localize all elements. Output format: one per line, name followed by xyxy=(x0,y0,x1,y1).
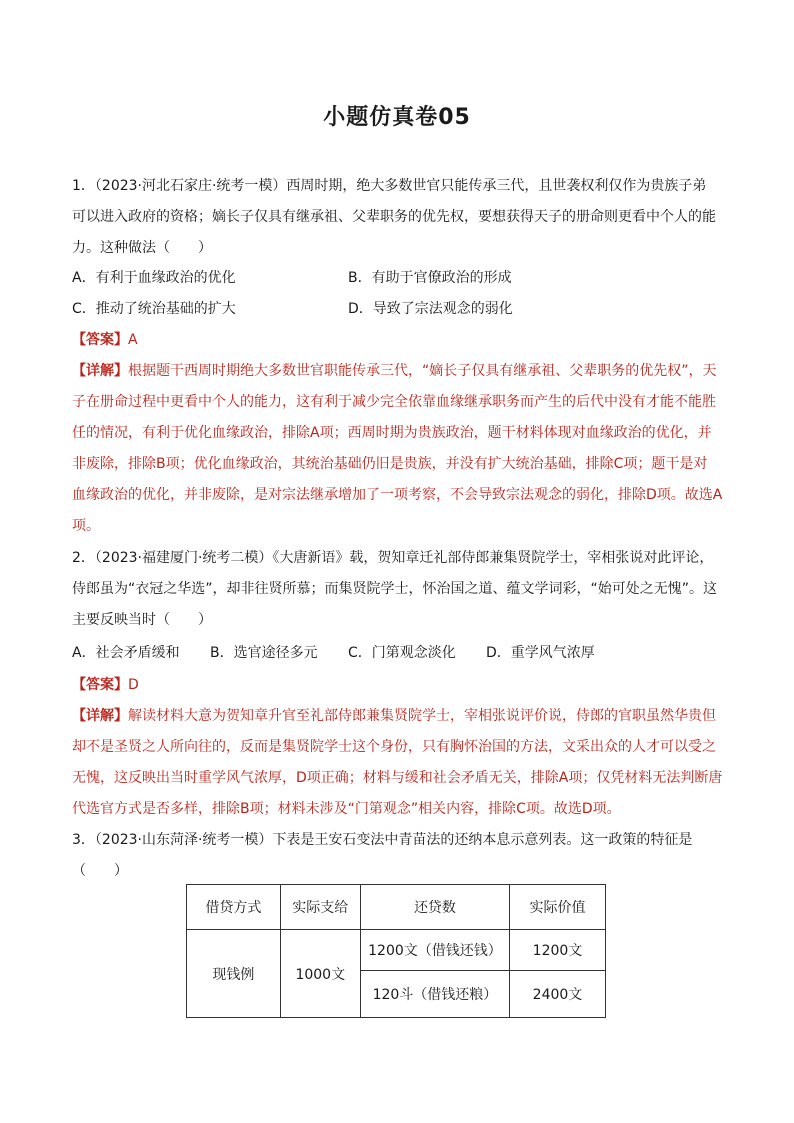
table-header-cell: 借贷方式 xyxy=(187,885,281,930)
q2-answer xyxy=(72,675,139,695)
q1-detail-text: 根据题干西周时期绝大多数世官职能传承三代， xyxy=(128,363,422,379)
q1-detail-line-5: 血缘政治的优化，并非废除，是对宗法继承增加了一项考察，不会导致宗法观念的弱化，排除D项。故选A xyxy=(72,487,723,503)
q2-stem-line-3: 主要反映当时（ ） xyxy=(72,612,212,628)
table-cell-repay: 120斗（借钱还粮） xyxy=(360,971,509,1018)
table-header-row xyxy=(187,885,606,930)
q1-answer xyxy=(72,330,138,350)
q2-detail-label: 【详解】 xyxy=(72,708,128,724)
q2-detail-line-2: 却不是圣贤之人所向往的，反而是集贤院学士这个身份，只有胸怀治国的方法，文采出众的人才可以受之 xyxy=(72,739,716,755)
table-header-cell: 实际价值 xyxy=(509,885,605,930)
q2-option-c: C．门第观念淡化 xyxy=(348,645,456,661)
q1-detail-quote: “嫡长子仅具有继承祖、父辈职务的优先权” xyxy=(422,363,689,379)
q1-option-b: B．有助于官僚政治的形成 xyxy=(348,270,512,286)
q3-stem-line-2: （ ） xyxy=(72,863,128,879)
q1-option-d: D．导致了宗法观念的弱化 xyxy=(348,301,513,317)
table-header-cell: 实际支给 xyxy=(280,885,360,930)
qingmiao-table xyxy=(186,884,606,1018)
table-cell-value: 2400文 xyxy=(509,971,605,1018)
q1-stem-line-2: 可以进入政府的资格；嫡长子仅具有继承祖、父辈职务的优先权，要想获得天子的册命则更看中个人的能 xyxy=(72,209,716,225)
table-cell-method: 现钱例 xyxy=(187,930,281,1018)
q1-answer-label: 【答案】 xyxy=(72,332,128,348)
q1-option-a: A．有利于血缘政治的优化 xyxy=(72,270,236,286)
q2-stem-line-2: 侍郎虽为“衣冠之华选”，却非往贤所慕；而集贤院学士，怀治国之道、蕴文学词彩，“始可处之无愧”。这 xyxy=(72,581,718,597)
q2-option-b: B．选官途径多元 xyxy=(210,645,318,661)
q1-detail-line-1 xyxy=(72,361,717,381)
q1-detail-line-4: 非废除，排除B项；优化血缘政治，其统治基础仍旧是贵族，并没有扩大统治基础，排除C项；题干是对 xyxy=(72,456,708,472)
q1-detail-line-3: 任的情况，有利于优化血缘政治，排除A项；西周时期为贵族政治，题干材料体现对血缘政治的优化，并 xyxy=(72,425,712,441)
table-cell-value: 1200文 xyxy=(509,930,605,971)
q2-option-d: D．重学风气浓厚 xyxy=(486,645,595,661)
q1-detail-line-2: 子在册命过程中更看中个人的能力，这有利于减少完全依靠血缘继承职务而产生的后代中没有才能不能胜 xyxy=(72,394,716,410)
q2-answer-label: 【答案】 xyxy=(72,677,128,693)
q2-detail-line-3: 无愧，这反映出当时重学风气浓厚，D项正确；材料与缓和社会矛盾无关，排除A项；仅凭材料无法判断唐 xyxy=(72,770,723,786)
q2-stem-line-1: 2．（2023·福建厦门·统考二模）《大唐新语》载，贺知章迁礼部侍郎兼集贤院学士，宰相张说对此评论， xyxy=(72,550,714,566)
q1-answer-value: A xyxy=(128,332,138,348)
page-title: 小题仿真卷05 xyxy=(323,105,471,130)
q2-detail-line-1 xyxy=(72,706,716,726)
q1-detail-line-6: 项。 xyxy=(72,518,100,534)
q1-detail-text-end: ，天 xyxy=(688,363,717,379)
q2-answer-value: D xyxy=(128,677,139,693)
table-cell-given: 1000文 xyxy=(280,930,360,1018)
table-row xyxy=(187,930,606,971)
q1-option-c: C．推动了统治基础的扩大 xyxy=(72,301,236,317)
q3-stem-line-1: 3．（2023·山东菏泽·统考一模）下表是王安石变法中青苗法的还纳本息示意列表。这一政策的特征是 xyxy=(72,832,693,848)
q1-stem-line-1: 1．（2023·河北石家庄·统考一模）西周时期，绝大多数世官只能传承三代，且世袭权利仅作为贵族子弟 xyxy=(72,178,707,194)
q1-stem-line-3: 力。这种做法（ ） xyxy=(72,240,212,256)
q1-detail-label: 【详解】 xyxy=(72,363,128,379)
q2-option-a: A．社会矛盾缓和 xyxy=(72,645,180,661)
table-cell-repay: 1200文（借钱还钱） xyxy=(360,930,509,971)
table-header-cell: 还贷数 xyxy=(360,885,509,930)
q2-detail-line-4: 代选官方式是否多样，排除B项；材料未涉及“门第观念”相关内容，排除C项。故选D项。 xyxy=(72,801,621,817)
q2-detail-text: 解读材料大意为贺知章升官至礼部侍郎兼集贤院学士，宰相张说评价说，侍郎的官职虽然华贵但 xyxy=(128,708,716,724)
